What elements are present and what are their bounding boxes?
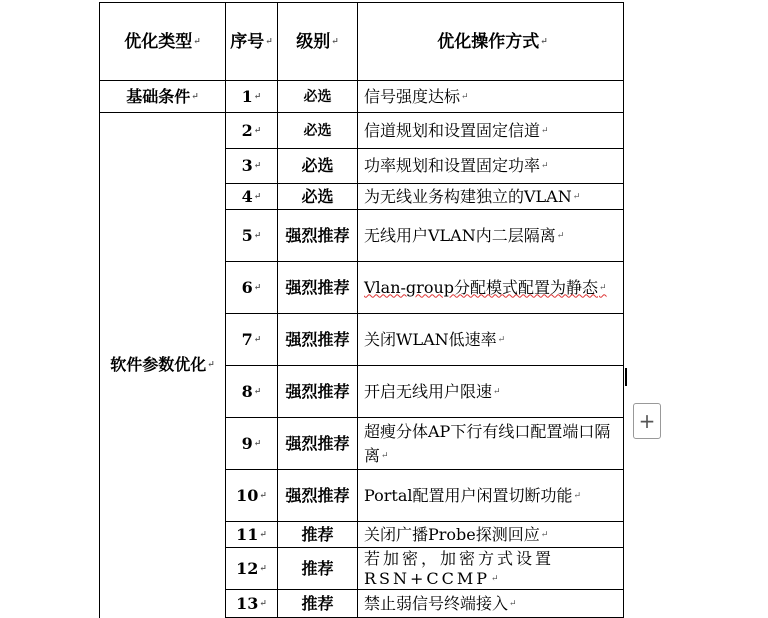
level-cell[interactable]: 推荐 [278,590,358,618]
level-cell[interactable]: 必选 [278,184,358,210]
level-cell[interactable]: 推荐 [278,548,358,590]
operation-cell[interactable]: 信道规划和设置固定信道 ↵ [358,113,624,149]
table-row [100,81,624,113]
seq-cell[interactable]: 8 ↵ [226,366,278,418]
seq-cell[interactable]: 3 ↵ [226,149,278,184]
seq-cell[interactable]: 4 ↵ [226,184,278,210]
level-cell[interactable]: 强烈推荐 [278,418,358,470]
table-header-row [100,3,624,81]
level-cell[interactable]: 强烈推荐 [278,366,358,418]
operation-cell[interactable]: 关闭WLAN低速率 ↵ [358,314,624,366]
plus-icon: + [638,409,656,433]
seq-cell[interactable]: 12 ↵ [226,548,278,590]
header-type[interactable]: 优化类型 ↵ [100,3,226,81]
optimization-table [99,2,624,618]
operation-cell[interactable]: 开启无线用户限速 ↵ [358,366,624,418]
operation-cell[interactable]: 信号强度达标 ↵ [358,81,624,113]
group-type-cell[interactable]: 基础条件 ↵ [100,81,226,113]
seq-cell[interactable]: 13 ↵ [226,590,278,618]
operation-cell[interactable]: 若加密，加密方式设置RSN+CCMP ↵ [358,548,624,590]
seq-cell[interactable]: 2 ↵ [226,113,278,149]
level-cell[interactable]: 强烈推荐 [278,262,358,314]
seq-cell[interactable]: 1 ↵ [226,81,278,113]
level-cell[interactable]: 推荐 [278,522,358,548]
operation-cell[interactable]: 超瘦分体AP下行有线口配置端口隔离 ↵ [358,418,624,470]
operation-cell[interactable]: Portal配置用户闲置切断功能 ↵ [358,470,624,522]
table-row [100,113,624,149]
seq-cell[interactable]: 6 ↵ [226,262,278,314]
header-seq[interactable]: 序号 ↵ [226,3,278,81]
level-cell[interactable]: 必选 [278,149,358,184]
operation-cell[interactable]: 功率规划和设置固定功率 ↵ [358,149,624,184]
seq-cell[interactable]: 7 ↵ [226,314,278,366]
operation-cell[interactable]: Vlan-group分配模式配置为静态 ↵ [358,262,624,314]
seq-cell[interactable]: 11 ↵ [226,522,278,548]
operation-cell[interactable]: 无线用户VLAN内二层隔离 ↵ [358,210,624,262]
operation-cell[interactable]: 为无线业务构建独立的VLAN ↵ [358,184,624,210]
level-cell[interactable]: 强烈推荐 [278,314,358,366]
level-cell[interactable]: 强烈推荐 [278,470,358,522]
level-cell[interactable]: 强烈推荐 [278,210,358,262]
text-cursor [625,368,627,386]
seq-cell[interactable]: 5 ↵ [226,210,278,262]
operation-cell[interactable]: 禁止弱信号终端接入 ↵ [358,590,624,618]
header-level[interactable]: 级别 ↵ [278,3,358,81]
add-row-button[interactable] [633,403,661,439]
header-operation[interactable]: 优化操作方式 ↵ [358,3,624,81]
seq-cell[interactable]: 10 ↵ [226,470,278,522]
level-cell[interactable]: 必选 [278,81,358,113]
operation-cell[interactable]: 关闭广播Probe探测回应 ↵ [358,522,624,548]
seq-cell[interactable]: 9 ↵ [226,418,278,470]
group-type-cell[interactable]: 软件参数优化 ↵ [100,113,226,618]
level-cell[interactable]: 必选 [278,113,358,149]
